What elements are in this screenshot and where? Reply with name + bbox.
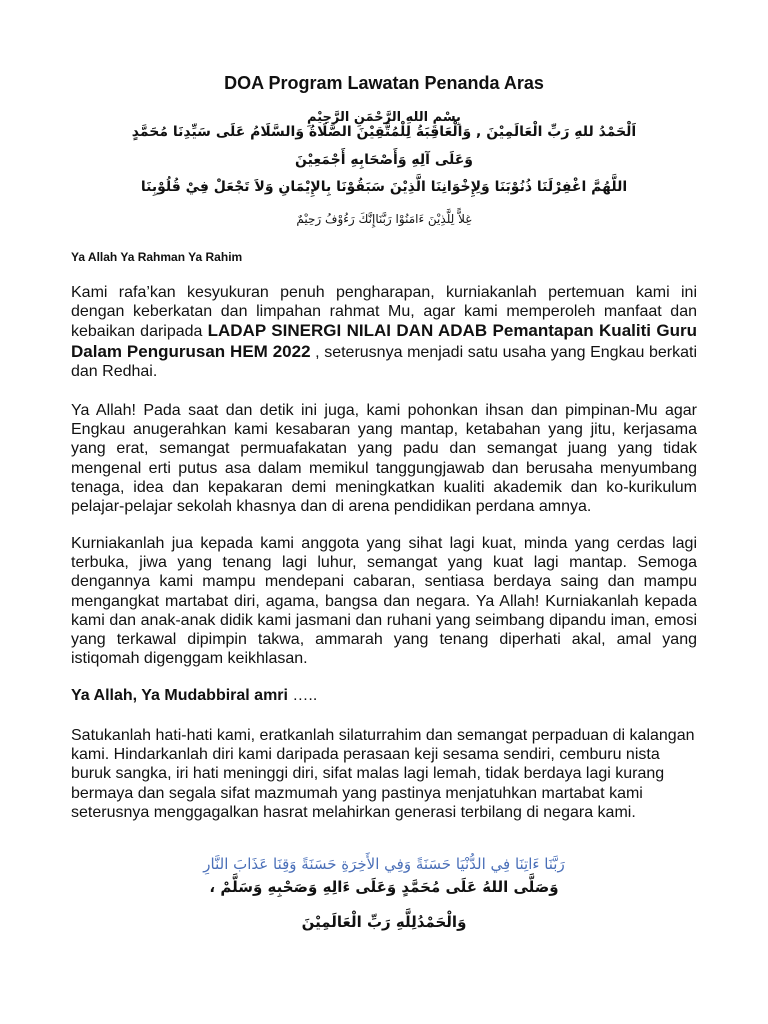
- program-name: LADAP SINERGI NILAI DAN ADAB Pemantapan Kualiti Guru Dalam Pengurusan HEM 2022: [71, 321, 697, 361]
- arabic-bismillah: بِسْمِ اللهِ الرَّحْمَنِ الرَّحِيْمِ: [307, 110, 461, 125]
- document-title: DOA Program Lawatan Penanda Aras: [224, 73, 544, 93]
- arabic-closing-line-2: وَصَلَّى اللهُ عَلَى مُحَمَّدٍ وَعَلَى ءَالِهِ وَصَحْبِهِ وَسَلَّمْ ،: [209, 878, 559, 896]
- arabic-closing-line-1: رَبَّنَا ءَاتِنَا فِي الدُّنْيَا حَسَنَةً وَفِي الأَخِرَةِ حَسَنَةً وَقِنَا عَذَابَ النَّارِ: [203, 855, 565, 873]
- arabic-opening-line-3: اللَّهُمَّ اغْفِرْلَنَا ذُنُوْبَنَا وَلِإِخْوَانِنَا الَّذِيْنَ سَبَقُوْنَا بِالإِيْمَانِ وَلاَ تَجْعَلْ فِيْ قُلُوْبِنَا: [140, 179, 628, 195]
- salutation: Ya Allah Ya Rahman Ya Rahim: [71, 250, 243, 264]
- heading-ellipsis: …..: [287, 687, 318, 704]
- paragraph-3: Kurniakanlah jua kepada kami anggota yang sihat lagi kuat, minda yang cerdas lagi terbuka, jiwa yang tenang lagi luhur, semangat yang kuat lagi mantap. Semoga dengannya kami mampu mendepani cabaran, sentiasa berdaya saing dan mampu mengangkat martabat diri, agama, bangsa dan negara. Ya Allah! Kurniakanlah kepada kami dan anak-anak didik kami jasmani dan ruhani yang seimbang dipandu iman, emosi yang terkawal dipimpin takwa, ammarah yang tenang diperhati akal, amal yang istiqomah digenggam keikhlasan.: [71, 535, 697, 668]
- paragraph-1-text: Kami rafa’kan kesyukuran penuh pengharapan, kurniakanlah pertemuan kami ini dengan keberkatan dan limpahan rahmat Mu, agar kami memperoleh manfaat dan kebaikan daripada: [71, 284, 697, 341]
- heading-mudabbiral-amri: [71, 686, 697, 705]
- paragraph-4: Satukanlah hati-hati kami, eratkanlah silaturrahim dan semangat perpaduan di kalangan kami. Hindarkanlah diri kami daripada perasaan keji sesama sendiri, cemburu nista buruk sangka, iri hati meninggi diri, sifat malas lagi lemah, tidak berdaya lagi kurang bermaya dan segala sifat mazmumah yang pastinya menjatuhkan martabat kami seterusnya menggagalkan hasrat melahirkan generasi terbilang di negara kami.: [71, 727, 695, 821]
- arabic-opening-line-4: غِلاًّ لِلَّذِيْنَ ءَامَنُوْا رَبَّنَاإِنَّكَ رَءُوْفُ رَحِيْمٌ: [296, 212, 472, 226]
- paragraph-1-end: , seterusnya menjadi satu usaha yang Engkau berkati dan Redhai.: [71, 343, 698, 380]
- arabic-closing-line-3: وَالْحَمْدُلِلَّهِ رَبِّ الْعَالَمِيْنَ: [301, 913, 467, 931]
- arabic-opening-line-1: اَلْحَمْدُ للهِ رَبِّ الْعَالَمِيْنَ , وَالْعَاقِبَةُ لِلْمُتَّقِيْنَ الصَّلَاةُ وَالسَّلَامُ عَلَى سَيِّدِنَا مُحَمَّدٍ: [131, 124, 637, 140]
- paragraph-2: Ya Allah! Pada saat dan detik ini juga, kami pohonkan ihsan dan pimpinan-Mu agar Engkau anugerahkan kami kesabaran yang mantap, ketabahan yang jitu, kerjasama yang erat, semangat permuafakatan yang padu dan semangat juang yang tidak mengenal erti putus asa dalam memikul tanggungjawab dan berusaha menyumbang tenaga, idea dan kepakaran demi meningkatkan kualiti akademik dan ko-kurikulum pelajar-pelajar sekolah khasnya dan di arena pendidikan perdana amnya.: [71, 402, 697, 516]
- arabic-opening-line-2: وَعَلَى آلِهِ وَأَصْحَابِهِ أَجْمَعِيْنَ: [295, 152, 473, 168]
- paragraph-1: [71, 283, 697, 381]
- heading-bold: Ya Allah, Ya Mudabbiral amri: [71, 687, 288, 704]
